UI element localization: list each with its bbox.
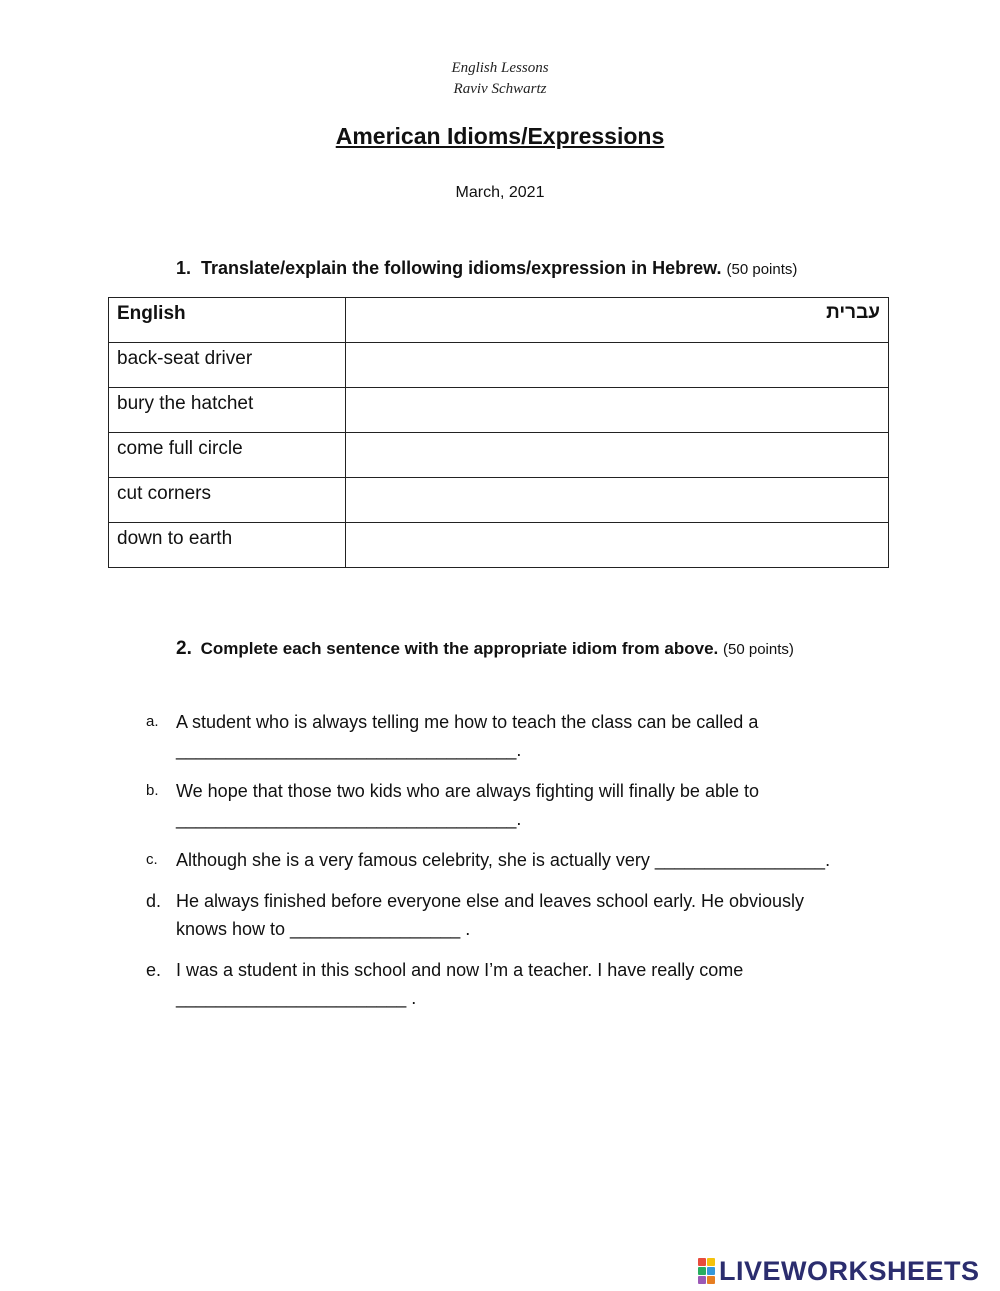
question-d: [146, 887, 906, 943]
question-letter: c.: [146, 851, 158, 868]
table-header-row: [109, 298, 889, 343]
question-a: [146, 708, 906, 764]
idiom-cell: down to earth: [109, 523, 346, 568]
question-text[interactable]: Although she is a very famous celebrity, she is actually very _________________.: [176, 850, 831, 870]
idiom-cell: bury the hatchet: [109, 388, 346, 433]
answer-blank[interactable]: knows how to _________________ .: [176, 919, 471, 939]
section-1-heading: [176, 258, 797, 279]
question-letter: a.: [146, 713, 159, 730]
author-name: Raviv Schwartz: [453, 81, 547, 97]
idiom-cell: cut corners: [109, 478, 346, 523]
question-text: We hope that those two kids who are always fighting will finally be able to: [176, 781, 759, 801]
section-2-heading: [176, 638, 794, 660]
table-row: [109, 523, 889, 568]
table-row: [109, 478, 889, 523]
question-letter: d.: [146, 891, 162, 911]
table-row: [109, 388, 889, 433]
logo-blocks-icon: [698, 1258, 715, 1284]
section-1-instruction: Translate/explain the following idioms/expression in Hebrew.: [201, 258, 722, 278]
header-english: English: [109, 298, 346, 343]
page-title: American Idioms/Expressions: [335, 123, 665, 149]
section-2-number: 2.: [176, 638, 192, 659]
course-name: English Lessons: [451, 60, 549, 76]
translation-cell[interactable]: [346, 478, 889, 523]
logo-block: [707, 1258, 715, 1266]
translation-cell[interactable]: [346, 523, 889, 568]
answer-blank[interactable]: __________________________________.: [176, 809, 522, 829]
idiom-table: [108, 297, 889, 568]
question-text: He always finished before everyone else and leaves school early. He obviously: [176, 891, 805, 911]
section-1-points: (50 points): [726, 261, 798, 278]
question-e: [146, 956, 906, 1012]
translation-cell[interactable]: [346, 388, 889, 433]
question-c: [146, 846, 906, 874]
logo-block: [698, 1276, 706, 1284]
answer-blank[interactable]: __________________________________.: [176, 740, 522, 760]
logo-block: [707, 1276, 715, 1284]
question-b: [146, 777, 906, 833]
document-date: March, 2021: [455, 184, 545, 201]
idiom-cell: back-seat driver: [109, 343, 346, 388]
liveworksheets-logo: [698, 1255, 980, 1287]
section-1-number: 1.: [176, 258, 192, 278]
table-row: [109, 343, 889, 388]
question-text: I was a student in this school and now I’m a teacher. I have really come: [176, 960, 744, 980]
answer-blank[interactable]: _______________________ .: [176, 988, 417, 1008]
idiom-cell: come full circle: [109, 433, 346, 478]
logo-block: [698, 1258, 706, 1266]
question-text: A student who is always telling me how to teach the class can be called a: [176, 712, 759, 732]
translation-cell[interactable]: [346, 433, 889, 478]
section-2-instruction: Complete each sentence with the appropriate idiom from above.: [200, 639, 719, 658]
logo-text: LIVEWORKSHEETS: [719, 1255, 980, 1286]
header-hebrew: עברית: [346, 298, 889, 343]
logo-block: [698, 1267, 706, 1275]
section-2-points: (50 points): [723, 641, 794, 658]
table-row: [109, 433, 889, 478]
logo-block: [707, 1267, 715, 1275]
translation-cell[interactable]: [346, 343, 889, 388]
question-letter: b.: [146, 782, 159, 799]
question-letter: e.: [146, 960, 162, 980]
